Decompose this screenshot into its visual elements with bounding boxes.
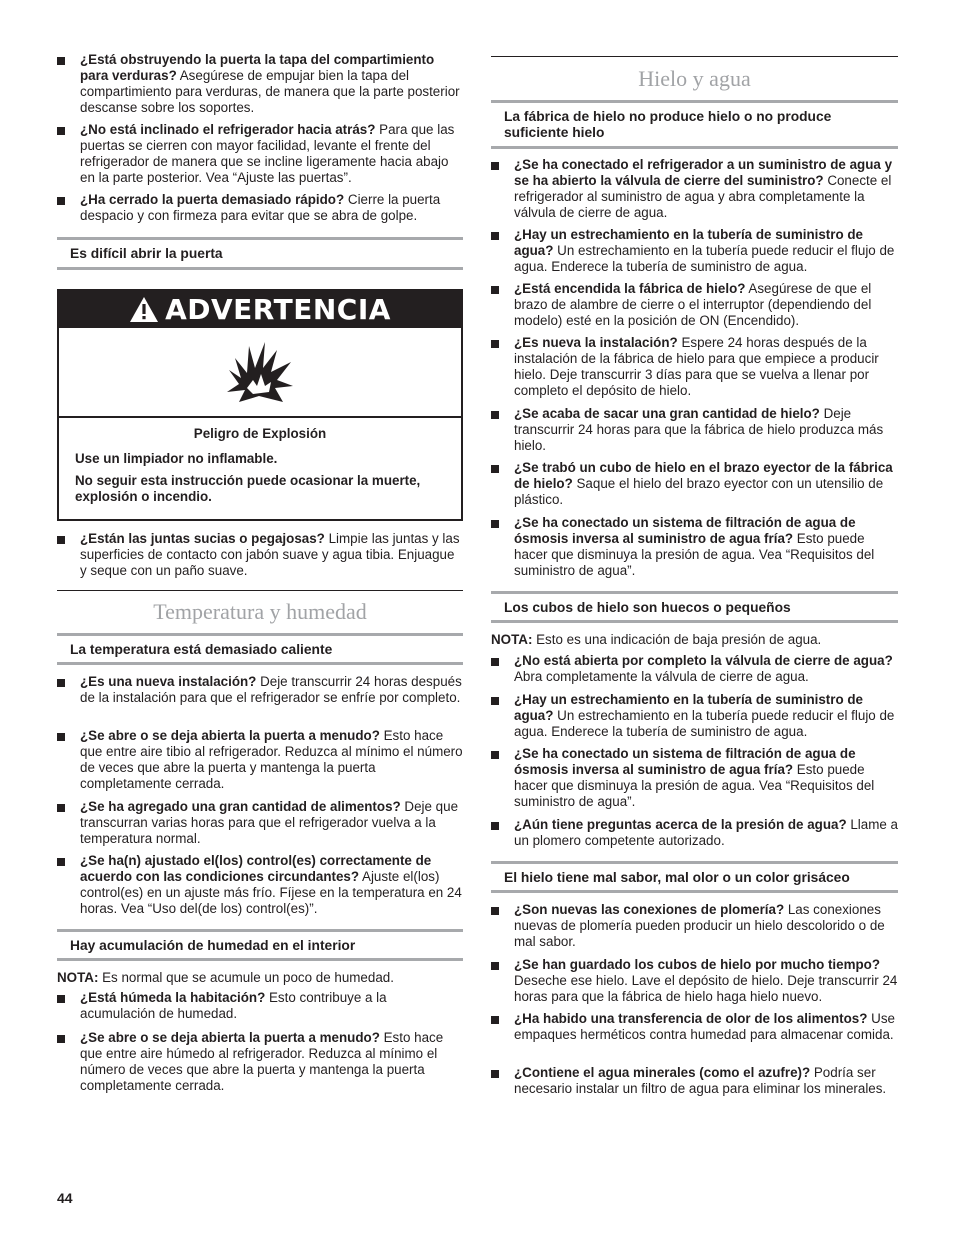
hard-open-heading: Es difícil abrir la puerta [70,246,223,261]
heading-rule-bottom [57,958,463,961]
bullet-square-icon [491,962,499,970]
bullet-square-icon [491,907,499,915]
list-item: ¿Se han guardado los cubos de hielo por mucho tiempo? Deseche ese hielo. Lave el depósito de hielo. Deje transcurrir 24 horas para que la fábrica de hielo haga hielo nuevo. [491,957,898,1005]
heading-rule-bottom [491,620,898,623]
bullet-square-icon [491,286,499,294]
heading-rule-top [57,237,463,240]
list-item: ¿Aún tiene preguntas acerca de la presión de agua? Llame a un plomero competente autorizado. [491,817,898,849]
ice-section-title: Hielo y agua [638,66,751,91]
bullet-square-icon [57,197,65,205]
list-item: ¿Se ha conectado un sistema de filtración de agua de ósmosis inversa al suministro de agua fría? Esto puede hacer que disminuya la presión de agua. Vea “Requisitos del suministro de agua”. [491,515,898,579]
too-warm-heading: La temperatura está demasiado caliente [70,642,333,657]
bullet-square-icon [57,679,65,687]
bullet-square-icon [491,520,499,528]
list-item: ¿Se ha agregado una gran cantidad de alimentos? Deje que transcurran varias horas para que el refrigerador vuelva a la temperatura normal. [57,799,463,847]
section-rule [491,56,898,57]
heading-rule-top [57,929,463,932]
heading-rule-bottom [491,146,898,149]
bullet-square-icon [491,822,499,830]
bullet-square-icon [57,127,65,135]
bullet-square-icon [57,995,65,1003]
list-item: ¿Se ha conectado un sistema de filtración de agua de ósmosis inversa al suministro de agua fría? Esto puede hacer que disminuya la presión de agua. Vea “Requisitos del suministro de agua”. [491,746,898,810]
hollow-heading: Los cubos de hielo son huecos o pequeños [504,600,791,615]
bullet-square-icon [491,697,499,705]
list-item: ¿Hay un estrechamiento en la tubería de suministro de agua? Un estrechamiento en la tubería puede reducir el flujo de agua. Enderece la tubería de suministro de agua. [491,692,898,740]
warning-body [75,426,445,505]
warning-line-1: Use un limpiador no inflamable. [75,450,278,466]
bullet-square-icon [57,804,65,812]
bullet-square-icon [57,536,65,544]
bullet-square-icon [491,465,499,473]
list-item: ¿Se abre o se deja abierta la puerta a menudo? Esto hace que entre aire tibio al refrigerador. Reduzca al mínimo el número de veces que abre la puerta y mantenga la puerta completamente cerrada. [57,728,463,792]
bullet-square-icon [491,1016,499,1024]
list-item: ¿Ha cerrado la puerta demasiado rápido? Cierre la puerta despacio y con firmeza para evitar que se abra de golpe. [57,192,463,224]
warning-line-2: No seguir esta instrucción puede ocasionar la muerte, explosión o incendio. [75,472,421,504]
warning-triangle-icon [129,296,159,323]
heading-rule-bottom [57,662,463,665]
list-item: ¿Hay un estrechamiento en la tubería de suministro de agua? Un estrechamiento en la tubería puede reducir el flujo de agua. Enderece la tubería de suministro de agua. [491,227,898,275]
section-rule [57,590,463,591]
list-item: ¿Se abre o se deja abierta la puerta a menudo? Esto hace que entre aire húmedo al refrigerador. Reduzca al mínimo el número de veces que abre la puerta y mantenga la puerta completamente cerrada. [57,1030,463,1094]
list-item: ¿Es una nueva instalación? Deje transcurrir 24 horas después de la instalación para que el refrigerador se enfríe por completo. [57,674,463,706]
bullet-square-icon [491,1070,499,1078]
heading-rule-top [491,591,898,594]
heading-rule-bottom [57,267,463,270]
bullet-square-icon [57,858,65,866]
list-item: ¿Es nueva la instalación? Espere 24 horas después de la instalación de la fábrica de hielo para que empiece a producir hielo. Deje transcurrir 3 días para que se vuelva a llenar por completo el depósito de hielo. [491,335,898,399]
warning-title: ADVERTENCIA [165,292,391,326]
list-item: ¿Se ha(n) ajustado el(los) control(es) correctamente de acuerdo con las condiciones circundantes? Ajuste el(los) control(es) en un ajuste más frío. Fíjese en la temperatura en 24 horas. Vea “Uso del(de los) control(es)”. [57,853,463,917]
list-item: ¿Están las juntas sucias o pegajosas? Limpie las juntas y las superficies de contacto con jabón suave y agua tibia. Enjuague y seque con un paño suave. [57,531,463,579]
list-item: ¿Se trabó un cubo de hielo en el brazo eyector de la fábrica de hielo? Saque el hielo del brazo eyector con un utensilio de plástico. [491,460,898,508]
bullet-square-icon [491,162,499,170]
list-item: ¿No está inclinado el refrigerador hacia atrás? Para que las puertas se cierren con mayor facilidad, levante el frente del refrigerador de manera que se incline ligeramente hacia abajo en la parte posterior. Vea “Ajuste las puertas”. [57,122,463,186]
moisture-note: NOTA: Es normal que se acumule un poco de humedad. [57,970,394,985]
bullet-square-icon [491,411,499,419]
list-item: ¿No está abierta por completo la válvula de cierre de agua? Abra completamente la válvula de cierre de agua. [491,653,898,685]
page-number: 44 [57,1190,73,1206]
warning-icon-panel [59,328,461,418]
list-item: ¿Está encendida la fábrica de hielo? Asegúrese de que el brazo de alambre de cierre o el interruptor (dependiendo del modelo) esté en la posición de ON (Encendido). [491,281,898,329]
bullet-square-icon [491,232,499,240]
warning-header [59,291,461,328]
temp-section-title: Temperatura y humedad [153,599,367,624]
bullet-square-icon [491,340,499,348]
list-item: ¿Son nuevas las conexiones de plomería? Las conexiones nuevas de plomería pueden producir un hielo descolorido o de mal sabor. [491,902,898,950]
taste-heading: El hielo tiene mal sabor, mal olor o un color grisáceo [504,870,850,885]
moisture-heading: Hay acumulación de humedad en el interior [70,938,356,953]
list-item: ¿Contiene el agua minerales (como el azufre)? Podría ser necesario instalar un filtro de agua para eliminar los minerales. [491,1065,898,1097]
no-ice-heading: La fábrica de hielo no produce hielo o no produce suficiente hielo [504,109,832,140]
heading-rule-top [57,633,463,636]
bullet-square-icon [57,57,65,65]
list-item: ¿Está obstruyendo la puerta la tapa del compartimiento para verduras? Asegúrese de empujar bien la tapa del compartimiento para verduras, de manera que la parte posterior descanse sobre los soportes. [57,52,463,116]
list-item: ¿Se acaba de sacar una gran cantidad de hielo? Deje transcurrir 24 horas para que la fábrica de hielo produzca más hielo. [491,406,898,454]
bullet-square-icon [57,733,65,741]
warning-box [57,289,463,521]
heading-rule-top [491,100,898,103]
list-item: ¿Ha habido una transferencia de olor de los alimentos? Use empaques herméticos contra humedad para almacenar comida. [491,1011,898,1043]
heading-rule-top [491,861,898,864]
list-item: ¿Se ha conectado el refrigerador a un suministro de agua y se ha abierto la válvula de cierre del suministro? Conecte el refrigerador al suministro de agua y abra completamente la válvula de cierre de agua. [491,157,898,221]
heading-rule-bottom [491,890,898,893]
bullet-square-icon [57,1035,65,1043]
hollow-note: NOTA: Esto es una indicación de baja presión de agua. [491,632,822,647]
hazard-label: Peligro de Explosión [193,426,327,441]
explosion-icon [225,340,295,404]
bullet-square-icon [491,751,499,759]
bullet-square-icon [491,658,499,666]
list-item: ¿Está húmeda la habitación? Esto contribuye a la acumulación de humedad. [57,990,463,1022]
